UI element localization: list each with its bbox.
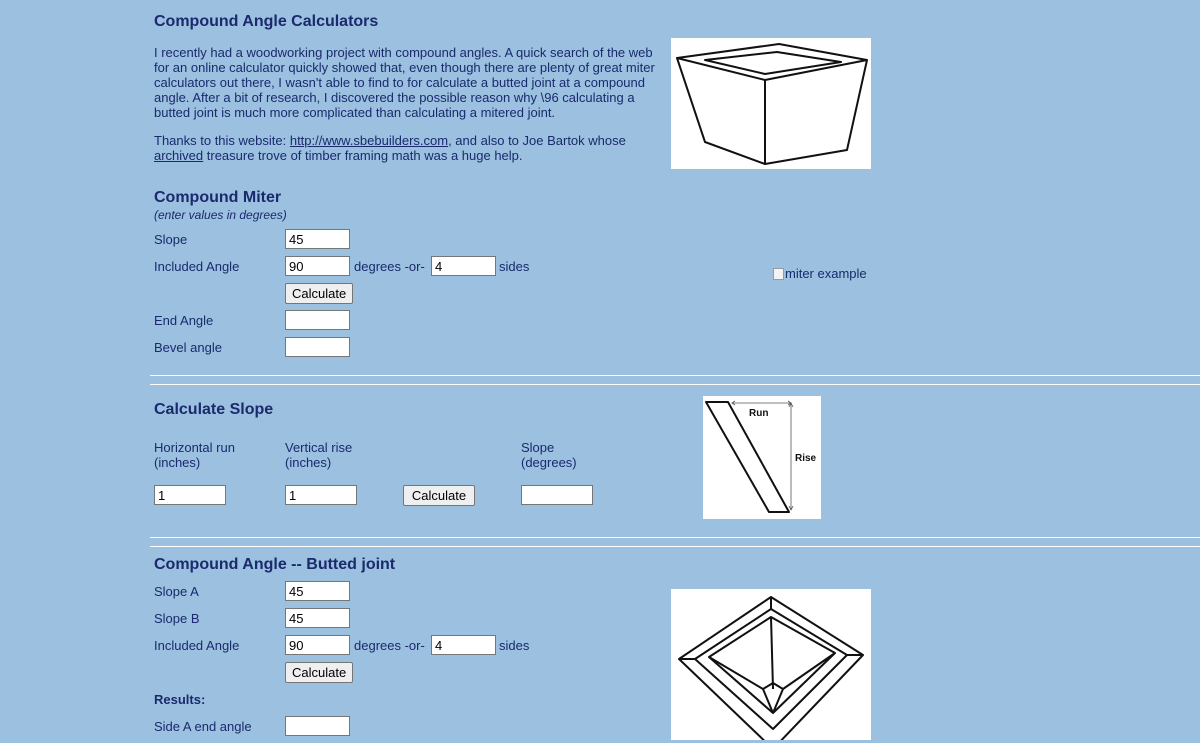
thanks-text: Thanks to this website: <box>154 133 290 148</box>
diagram-rise-label: Rise <box>795 453 817 464</box>
diagram-run-label: Run <box>749 408 769 419</box>
butted-sides-input[interactable] <box>431 635 496 655</box>
thanks-text: treasure trove of timber framing math was a huge help. <box>203 148 523 163</box>
miter-sides-label: sides <box>499 259 530 274</box>
section-divider <box>150 537 1200 547</box>
slope-degrees-label <box>521 440 577 470</box>
intro-line: angle. After a bit of research, I discovered the possible reason why \96 calculating a <box>154 90 635 105</box>
slope-a-label: Slope A <box>154 584 199 599</box>
miter-title: Compound Miter <box>154 189 282 206</box>
miter-slope-input[interactable] <box>285 229 350 249</box>
miter-bevel-label: Bevel angle <box>154 340 222 355</box>
slope-diagram <box>703 396 821 519</box>
miter-end-label: End Angle <box>154 313 214 328</box>
rise-label-line: Vertical rise <box>285 440 353 455</box>
butted-box-image <box>671 589 871 740</box>
rise-input[interactable] <box>285 485 357 505</box>
intro-line: for an online calculator quickly showed that, even though there are plenty of great miter <box>154 60 655 75</box>
archived-link[interactable]: archived <box>154 148 204 163</box>
slope-b-label: Slope B <box>154 611 200 626</box>
miter-bevel-output[interactable] <box>285 337 350 357</box>
tapered-box-image <box>671 38 871 169</box>
run-label-unit: (inches) <box>154 455 201 470</box>
page-title: Compound Angle Calculators <box>154 13 379 30</box>
slope-title: Calculate Slope <box>154 401 274 418</box>
slope-label-line: Slope <box>521 440 555 455</box>
run-input[interactable] <box>154 485 226 505</box>
section-divider <box>150 375 1200 385</box>
broken-image-icon <box>773 268 784 280</box>
butted-sides-label: sides <box>499 638 530 653</box>
miter-end-output[interactable] <box>285 310 350 330</box>
butted-included-input[interactable] <box>285 635 350 655</box>
butted-title: Compound Angle -- Butted joint <box>154 556 396 573</box>
side-a-end-label: Side A end angle <box>154 719 252 734</box>
intro-paragraph <box>154 45 664 120</box>
slope-output[interactable] <box>521 485 593 505</box>
miter-included-input[interactable] <box>285 256 350 276</box>
results-label: Results: <box>154 692 206 707</box>
butted-included-label: Included Angle <box>154 638 240 653</box>
slope-a-input[interactable] <box>285 581 350 601</box>
side-a-end-output[interactable] <box>285 716 350 736</box>
miter-sides-input[interactable] <box>431 256 496 276</box>
butted-calculate-button[interactable]: Calculate <box>285 662 353 683</box>
intro-line: butted joint is much more complicated than calculating a mitered joint. <box>154 105 556 120</box>
miter-degrees-or: degrees -or- <box>354 259 425 274</box>
miter-slope-label: Slope <box>154 232 188 247</box>
butted-degrees-or: degrees -or- <box>354 638 425 653</box>
thanks-paragraph <box>154 133 664 163</box>
rise-label-unit: (inches) <box>285 455 332 470</box>
slope-b-input[interactable] <box>285 608 350 628</box>
thanks-text: , and also to Joe Bartok whose <box>448 133 626 148</box>
miter-note: (enter values in degrees) <box>154 208 287 222</box>
slope-label-unit: (degrees) <box>521 455 577 470</box>
miter-example-image <box>773 266 867 281</box>
intro-line: I recently had a woodworking project with compound angles. A quick search of the web <box>154 45 653 60</box>
intro-line: calculators out there, I wasn't able to find to for calculate a butted joint at a compound <box>154 75 645 90</box>
sbebuilders-link[interactable]: http://www.sbebuilders.com <box>289 133 449 148</box>
run-label-line: Horizontal run <box>154 440 235 455</box>
miter-included-label: Included Angle <box>154 259 240 274</box>
miter-calculate-button[interactable]: Calculate <box>285 283 353 304</box>
miter-example-alt: miter example <box>785 266 867 281</box>
rise-label <box>285 440 352 470</box>
run-label <box>154 440 235 470</box>
slope-calculate-button[interactable]: Calculate <box>403 485 475 506</box>
